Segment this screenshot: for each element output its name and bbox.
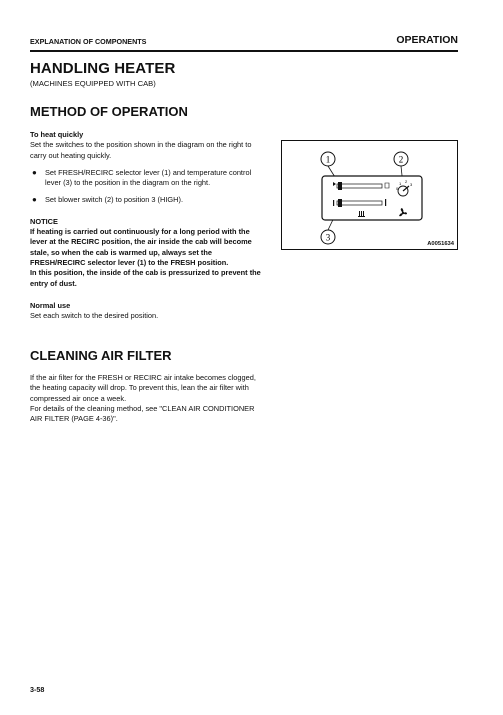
callout-3-label: 3	[325, 232, 331, 243]
cleaning-heading: CLEANING AIR FILTER	[30, 348, 172, 363]
notice-label: NOTICE	[30, 216, 58, 226]
bullet-dot-icon: ●	[32, 167, 37, 177]
bullet-item	[30, 195, 268, 205]
notice-text-2: In this position, the inside of the cab is pressurized to prevent the entry of dust.	[30, 268, 261, 288]
lever-1-knob	[338, 182, 342, 190]
method-heading: METHOD OF OPERATION	[30, 104, 188, 119]
page-title: HANDLING HEATER	[30, 60, 176, 77]
quick-label: To heat quickly	[30, 130, 84, 139]
dial-mark-0: 0	[396, 186, 399, 191]
bullet-dot-icon: ●	[32, 195, 37, 205]
bullet-text: Set blower switch (2) to position 3 (HIGH).	[45, 195, 184, 205]
dial-mark-1: 1	[399, 181, 402, 186]
dial-mark-3: 3	[410, 182, 413, 187]
page-number: 3-58	[30, 685, 45, 694]
lever-3-knob	[338, 199, 342, 207]
bullet-text: Set FRESH/RECIRC selector lever (1) and temperature control lever (3) to the position in the diagram on the right.	[45, 167, 252, 188]
callout-1-label: 1	[325, 154, 331, 165]
cleaning-text-2: For details of the cleaning method, see "CLEAN AIR CONDITIONER AIR FILTER (PAGE 4-36)".	[30, 403, 255, 424]
figure-id: A0051634	[427, 241, 454, 247]
heater-panel-drawing	[282, 141, 457, 249]
quick-intro: Set the switches to the position shown in the diagram on the right to carry out heating quickly.	[30, 140, 252, 160]
callout-2-label: 2	[398, 154, 404, 165]
cold-mark-icon	[333, 200, 334, 206]
page-header	[30, 36, 458, 52]
normal-use-text: Set each switch to the desired position.	[30, 311, 159, 321]
page-subtitle: (MACHINES EQUIPPED WITH CAB)	[30, 79, 156, 88]
dial-mark-2: 2	[405, 179, 408, 184]
vent-icon	[358, 211, 365, 217]
cleaning-body	[30, 373, 268, 424]
method-body	[30, 130, 268, 321]
hot-mark-icon	[385, 199, 386, 206]
chapter-title: OPERATION	[396, 34, 458, 46]
heater-control-diagram	[281, 140, 458, 250]
normal-use-label: Normal use	[30, 300, 71, 310]
bullet-item	[30, 168, 268, 189]
section-title: EXPLANATION OF COMPONENTS	[30, 37, 147, 46]
cleaning-text: If the air filter for the FRESH or RECIRC air intake becomes clogged, the heating capacity will drop. To prevent this, lean the air filter with compressed air once a week.	[30, 373, 256, 403]
notice-text: If heating is carried out continuously for a long period with the lever at the RECIRC position, the air inside the cab will become stale, so when the cab is warmed up, always set the FRESH/RECIRC selector lever (1) to the FRESH position.	[30, 227, 252, 267]
